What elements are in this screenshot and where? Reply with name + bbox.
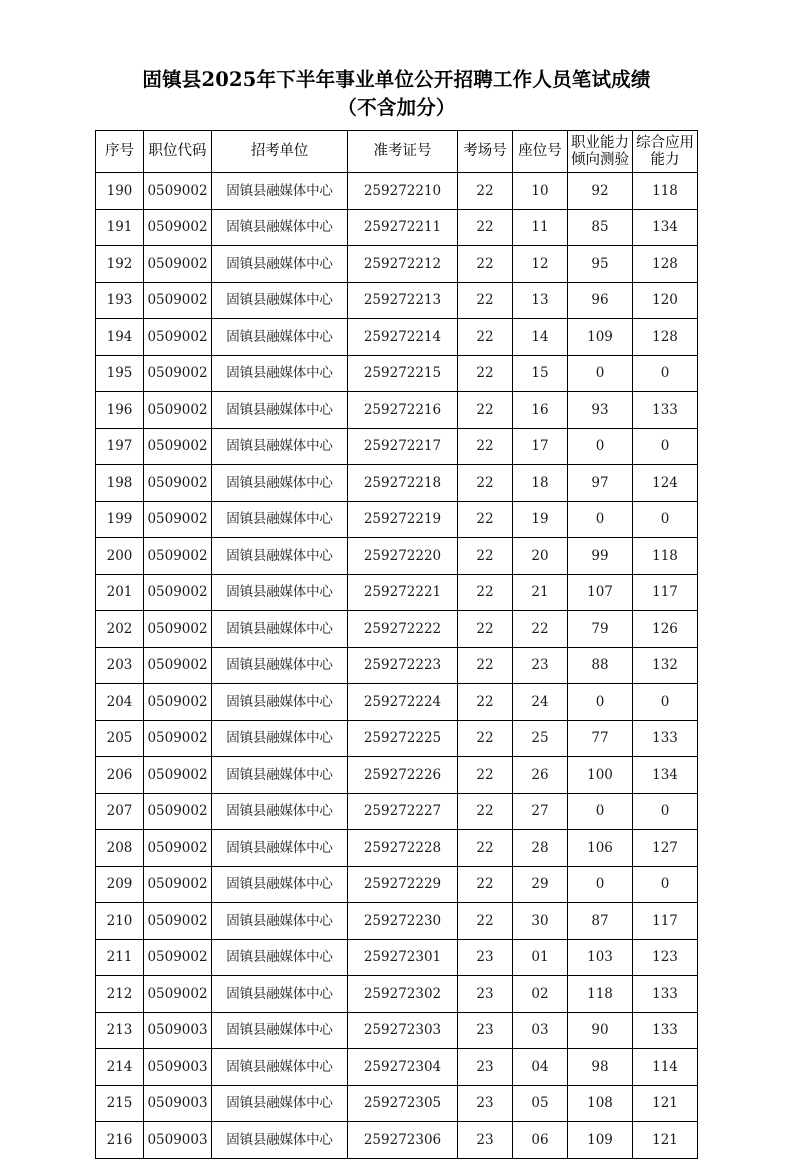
cell-code: 0509002	[144, 282, 212, 319]
cell-score1: 87	[568, 903, 633, 940]
cell-score2: 128	[633, 319, 698, 356]
column-header-label	[458, 143, 512, 160]
cell-room: 22	[458, 355, 513, 392]
cell-score1: 96	[568, 282, 633, 319]
cell-seat: 26	[513, 757, 568, 794]
cell-seq: 207	[96, 793, 144, 830]
table-header-row	[96, 131, 698, 173]
cell-score2: 120	[633, 282, 698, 319]
cell-seq: 216	[96, 1122, 144, 1159]
table-row	[96, 1049, 698, 1086]
cell-room: 22	[458, 319, 513, 356]
cell-seat: 02	[513, 976, 568, 1013]
cell-ticket: 259272212	[348, 246, 458, 283]
table-row	[96, 246, 698, 283]
cell-score1: 95	[568, 246, 633, 283]
cell-seat: 10	[513, 173, 568, 210]
cell-unit: 固镇县融媒体中心	[212, 903, 348, 940]
table-row	[96, 647, 698, 684]
table-row	[96, 392, 698, 429]
cell-seat: 11	[513, 209, 568, 246]
cell-score1: 92	[568, 173, 633, 210]
cell-score1: 109	[568, 319, 633, 356]
cell-ticket: 259272224	[348, 684, 458, 721]
cell-score2: 133	[633, 392, 698, 429]
cell-code: 0509002	[144, 428, 212, 465]
cell-seq: 199	[96, 501, 144, 538]
cell-seat: 01	[513, 939, 568, 976]
cell-code: 0509003	[144, 1122, 212, 1159]
cell-room: 22	[458, 246, 513, 283]
cell-unit: 固镇县融媒体中心	[212, 173, 348, 210]
table-row	[96, 574, 698, 611]
column-header-score1	[568, 131, 633, 173]
cell-score1: 0	[568, 793, 633, 830]
column-header-line-1: 职位代码	[148, 143, 207, 159]
column-header-line-1: 准考证号	[373, 143, 432, 159]
cell-code: 0509002	[144, 830, 212, 867]
cell-seat: 24	[513, 684, 568, 721]
cell-code: 0509002	[144, 757, 212, 794]
cell-unit: 固镇县融媒体中心	[212, 684, 348, 721]
cell-seq: 190	[96, 173, 144, 210]
cell-ticket: 259272218	[348, 465, 458, 502]
cell-score1: 0	[568, 428, 633, 465]
cell-code: 0509002	[144, 976, 212, 1013]
table-body	[96, 173, 698, 1159]
table-row	[96, 538, 698, 575]
cell-unit: 固镇县融媒体中心	[212, 392, 348, 429]
cell-code: 0509002	[144, 319, 212, 356]
table-row	[96, 428, 698, 465]
table-row	[96, 939, 698, 976]
table-row	[96, 611, 698, 648]
cell-ticket: 259272304	[348, 1049, 458, 1086]
column-header-room	[458, 131, 513, 173]
cell-seq: 214	[96, 1049, 144, 1086]
cell-ticket: 259272306	[348, 1122, 458, 1159]
cell-room: 22	[458, 866, 513, 903]
column-header-label	[633, 135, 697, 169]
cell-seat: 30	[513, 903, 568, 940]
column-header-label	[568, 135, 632, 169]
cell-unit: 固镇县融媒体中心	[212, 830, 348, 867]
cell-seq: 198	[96, 465, 144, 502]
cell-room: 22	[458, 757, 513, 794]
column-header-line-1: 考场号	[463, 143, 507, 159]
cell-seq: 196	[96, 392, 144, 429]
cell-unit: 固镇县融媒体中心	[212, 1085, 348, 1122]
cell-score1: 97	[568, 465, 633, 502]
cell-room: 22	[458, 282, 513, 319]
cell-score2: 117	[633, 574, 698, 611]
cell-ticket: 259272214	[348, 319, 458, 356]
column-header-line-2: 能力	[650, 151, 680, 168]
cell-score2: 124	[633, 465, 698, 502]
cell-unit: 固镇县融媒体中心	[212, 866, 348, 903]
cell-ticket: 259272301	[348, 939, 458, 976]
cell-score1: 100	[568, 757, 633, 794]
cell-code: 0509002	[144, 720, 212, 757]
table-row	[96, 209, 698, 246]
cell-room: 23	[458, 1049, 513, 1086]
cell-ticket: 259272223	[348, 647, 458, 684]
cell-room: 23	[458, 1085, 513, 1122]
cell-seat: 18	[513, 465, 568, 502]
column-header-line-2: 倾向测验	[571, 151, 629, 168]
cell-unit: 固镇县融媒体中心	[212, 757, 348, 794]
column-header-line-1: 职业能力	[571, 134, 629, 151]
cell-score2: 123	[633, 939, 698, 976]
cell-code: 0509002	[144, 538, 212, 575]
cell-unit: 固镇县融媒体中心	[212, 428, 348, 465]
cell-score1: 98	[568, 1049, 633, 1086]
cell-seq: 208	[96, 830, 144, 867]
cell-code: 0509002	[144, 647, 212, 684]
cell-seq: 209	[96, 866, 144, 903]
table-row	[96, 355, 698, 392]
cell-score1: 108	[568, 1085, 633, 1122]
cell-score2: 121	[633, 1122, 698, 1159]
table-header	[96, 131, 698, 173]
cell-unit: 固镇县融媒体中心	[212, 793, 348, 830]
cell-score2: 0	[633, 684, 698, 721]
cell-score2: 118	[633, 173, 698, 210]
cell-seq: 211	[96, 939, 144, 976]
cell-score1: 79	[568, 611, 633, 648]
cell-seat: 21	[513, 574, 568, 611]
cell-score1: 106	[568, 830, 633, 867]
table-row	[96, 1085, 698, 1122]
cell-seat: 13	[513, 282, 568, 319]
cell-seq: 210	[96, 903, 144, 940]
column-header-label	[513, 143, 567, 160]
cell-room: 23	[458, 976, 513, 1013]
cell-seat: 25	[513, 720, 568, 757]
cell-seq: 203	[96, 647, 144, 684]
column-header-seat	[513, 131, 568, 173]
cell-ticket: 259272216	[348, 392, 458, 429]
table-row	[96, 976, 698, 1013]
cell-room: 22	[458, 173, 513, 210]
cell-unit: 固镇县融媒体中心	[212, 246, 348, 283]
cell-code: 0509002	[144, 611, 212, 648]
cell-seq: 200	[96, 538, 144, 575]
cell-ticket: 259272303	[348, 1012, 458, 1049]
table-row	[96, 1122, 698, 1159]
table-row	[96, 282, 698, 319]
cell-code: 0509002	[144, 903, 212, 940]
cell-code: 0509002	[144, 684, 212, 721]
cell-code: 0509002	[144, 501, 212, 538]
cell-room: 22	[458, 830, 513, 867]
cell-seat: 15	[513, 355, 568, 392]
cell-seq: 194	[96, 319, 144, 356]
cell-room: 22	[458, 903, 513, 940]
column-header-line-1: 招考单位	[250, 143, 309, 159]
cell-score2: 0	[633, 866, 698, 903]
column-header-line-1: 座位号	[518, 143, 562, 159]
cell-code: 0509002	[144, 392, 212, 429]
cell-seat: 14	[513, 319, 568, 356]
cell-seq: 191	[96, 209, 144, 246]
cell-seq: 213	[96, 1012, 144, 1049]
table-row	[96, 319, 698, 356]
column-header-label	[96, 143, 143, 160]
page-title	[0, 0, 793, 122]
cell-room: 23	[458, 1012, 513, 1049]
cell-room: 22	[458, 209, 513, 246]
table-row	[96, 1012, 698, 1049]
cell-seat: 29	[513, 866, 568, 903]
cell-score2: 118	[633, 538, 698, 575]
cell-score2: 133	[633, 1012, 698, 1049]
cell-ticket: 259272229	[348, 866, 458, 903]
cell-unit: 固镇县融媒体中心	[212, 1012, 348, 1049]
cell-score2: 114	[633, 1049, 698, 1086]
cell-score1: 99	[568, 538, 633, 575]
cell-score2: 132	[633, 647, 698, 684]
cell-seq: 197	[96, 428, 144, 465]
table-row	[96, 830, 698, 867]
cell-score1: 107	[568, 574, 633, 611]
cell-code: 0509002	[144, 246, 212, 283]
cell-ticket: 259272210	[348, 173, 458, 210]
cell-score1: 0	[568, 866, 633, 903]
cell-seat: 20	[513, 538, 568, 575]
cell-seq: 192	[96, 246, 144, 283]
cell-score1: 93	[568, 392, 633, 429]
cell-unit: 固镇县融媒体中心	[212, 319, 348, 356]
cell-ticket: 259272213	[348, 282, 458, 319]
cell-room: 23	[458, 939, 513, 976]
cell-code: 0509002	[144, 209, 212, 246]
cell-score2: 133	[633, 720, 698, 757]
table-row	[96, 501, 698, 538]
cell-score1: 77	[568, 720, 633, 757]
table-row	[96, 684, 698, 721]
table-row	[96, 793, 698, 830]
cell-score1: 85	[568, 209, 633, 246]
cell-code: 0509002	[144, 939, 212, 976]
cell-unit: 固镇县融媒体中心	[212, 1049, 348, 1086]
cell-unit: 固镇县融媒体中心	[212, 538, 348, 575]
cell-seat: 12	[513, 246, 568, 283]
cell-seq: 202	[96, 611, 144, 648]
cell-score1: 109	[568, 1122, 633, 1159]
cell-seq: 193	[96, 282, 144, 319]
table-row	[96, 465, 698, 502]
cell-seat: 23	[513, 647, 568, 684]
cell-score2: 134	[633, 757, 698, 794]
cell-score2: 134	[633, 209, 698, 246]
cell-ticket: 259272230	[348, 903, 458, 940]
cell-unit: 固镇县融媒体中心	[212, 209, 348, 246]
cell-room: 22	[458, 538, 513, 575]
cell-unit: 固镇县融媒体中心	[212, 976, 348, 1013]
cell-code: 0509002	[144, 465, 212, 502]
cell-ticket: 259272305	[348, 1085, 458, 1122]
cell-score2: 0	[633, 501, 698, 538]
cell-seq: 205	[96, 720, 144, 757]
page-title-line-1: 固镇县2025年下半年事业单位公开招聘工作人员笔试成绩	[142, 68, 651, 91]
cell-seat: 19	[513, 501, 568, 538]
column-header-label	[348, 143, 457, 160]
cell-seat: 06	[513, 1122, 568, 1159]
cell-score1: 0	[568, 684, 633, 721]
cell-code: 0509002	[144, 866, 212, 903]
cell-ticket: 259272217	[348, 428, 458, 465]
table-row	[96, 866, 698, 903]
cell-seq: 215	[96, 1085, 144, 1122]
cell-unit: 固镇县融媒体中心	[212, 611, 348, 648]
table-row	[96, 903, 698, 940]
cell-unit: 固镇县融媒体中心	[212, 282, 348, 319]
cell-seat: 17	[513, 428, 568, 465]
cell-score2: 133	[633, 976, 698, 1013]
cell-room: 22	[458, 793, 513, 830]
cell-unit: 固镇县融媒体中心	[212, 465, 348, 502]
column-header-label	[212, 143, 347, 160]
cell-unit: 固镇县融媒体中心	[212, 1122, 348, 1159]
cell-score2: 121	[633, 1085, 698, 1122]
cell-room: 22	[458, 501, 513, 538]
cell-ticket: 259272219	[348, 501, 458, 538]
cell-ticket: 259272220	[348, 538, 458, 575]
cell-score2: 0	[633, 355, 698, 392]
table-row	[96, 720, 698, 757]
cell-seat: 27	[513, 793, 568, 830]
cell-score2: 0	[633, 428, 698, 465]
cell-code: 0509002	[144, 355, 212, 392]
cell-room: 22	[458, 611, 513, 648]
column-header-score2	[633, 131, 698, 173]
cell-seat: 22	[513, 611, 568, 648]
table-row	[96, 757, 698, 794]
cell-score1: 118	[568, 976, 633, 1013]
column-header-line-1: 序号	[105, 143, 134, 159]
cell-score2: 127	[633, 830, 698, 867]
cell-unit: 固镇县融媒体中心	[212, 355, 348, 392]
cell-ticket: 259272211	[348, 209, 458, 246]
cell-room: 22	[458, 428, 513, 465]
cell-ticket: 259272221	[348, 574, 458, 611]
cell-ticket: 259272228	[348, 830, 458, 867]
cell-code: 0509003	[144, 1085, 212, 1122]
cell-unit: 固镇县融媒体中心	[212, 939, 348, 976]
cell-room: 22	[458, 647, 513, 684]
cell-score1: 88	[568, 647, 633, 684]
column-header-seq	[96, 131, 144, 173]
cell-unit: 固镇县融媒体中心	[212, 501, 348, 538]
score-table-container	[95, 130, 697, 1159]
exam-score-table	[95, 130, 698, 1159]
cell-score1: 0	[568, 501, 633, 538]
cell-ticket: 259272215	[348, 355, 458, 392]
column-header-unit	[212, 131, 348, 173]
cell-seat: 03	[513, 1012, 568, 1049]
cell-unit: 固镇县融媒体中心	[212, 574, 348, 611]
cell-seq: 201	[96, 574, 144, 611]
column-header-line-1: 综合应用	[636, 134, 694, 151]
cell-score2: 0	[633, 793, 698, 830]
cell-ticket: 259272222	[348, 611, 458, 648]
table-row	[96, 173, 698, 210]
cell-code: 0509002	[144, 173, 212, 210]
cell-seat: 28	[513, 830, 568, 867]
cell-seat: 04	[513, 1049, 568, 1086]
cell-seq: 204	[96, 684, 144, 721]
cell-unit: 固镇县融媒体中心	[212, 647, 348, 684]
cell-seat: 16	[513, 392, 568, 429]
cell-room: 22	[458, 720, 513, 757]
cell-ticket: 259272227	[348, 793, 458, 830]
cell-room: 23	[458, 1122, 513, 1159]
cell-room: 22	[458, 684, 513, 721]
cell-room: 22	[458, 465, 513, 502]
column-header-code	[144, 131, 212, 173]
cell-seat: 05	[513, 1085, 568, 1122]
page-title-line-2: （不含加分）	[337, 96, 456, 119]
cell-score1: 0	[568, 355, 633, 392]
cell-room: 22	[458, 574, 513, 611]
cell-code: 0509003	[144, 1049, 212, 1086]
column-header-label	[144, 143, 211, 160]
cell-ticket: 259272226	[348, 757, 458, 794]
cell-score1: 90	[568, 1012, 633, 1049]
cell-ticket: 259272225	[348, 720, 458, 757]
cell-ticket: 259272302	[348, 976, 458, 1013]
cell-seq: 212	[96, 976, 144, 1013]
column-header-ticket	[348, 131, 458, 173]
cell-code: 0509002	[144, 793, 212, 830]
cell-score1: 103	[568, 939, 633, 976]
cell-score2: 117	[633, 903, 698, 940]
cell-score2: 126	[633, 611, 698, 648]
cell-seq: 206	[96, 757, 144, 794]
cell-code: 0509003	[144, 1012, 212, 1049]
cell-seq: 195	[96, 355, 144, 392]
cell-unit: 固镇县融媒体中心	[212, 720, 348, 757]
cell-score2: 128	[633, 246, 698, 283]
cell-room: 22	[458, 392, 513, 429]
cell-code: 0509002	[144, 574, 212, 611]
